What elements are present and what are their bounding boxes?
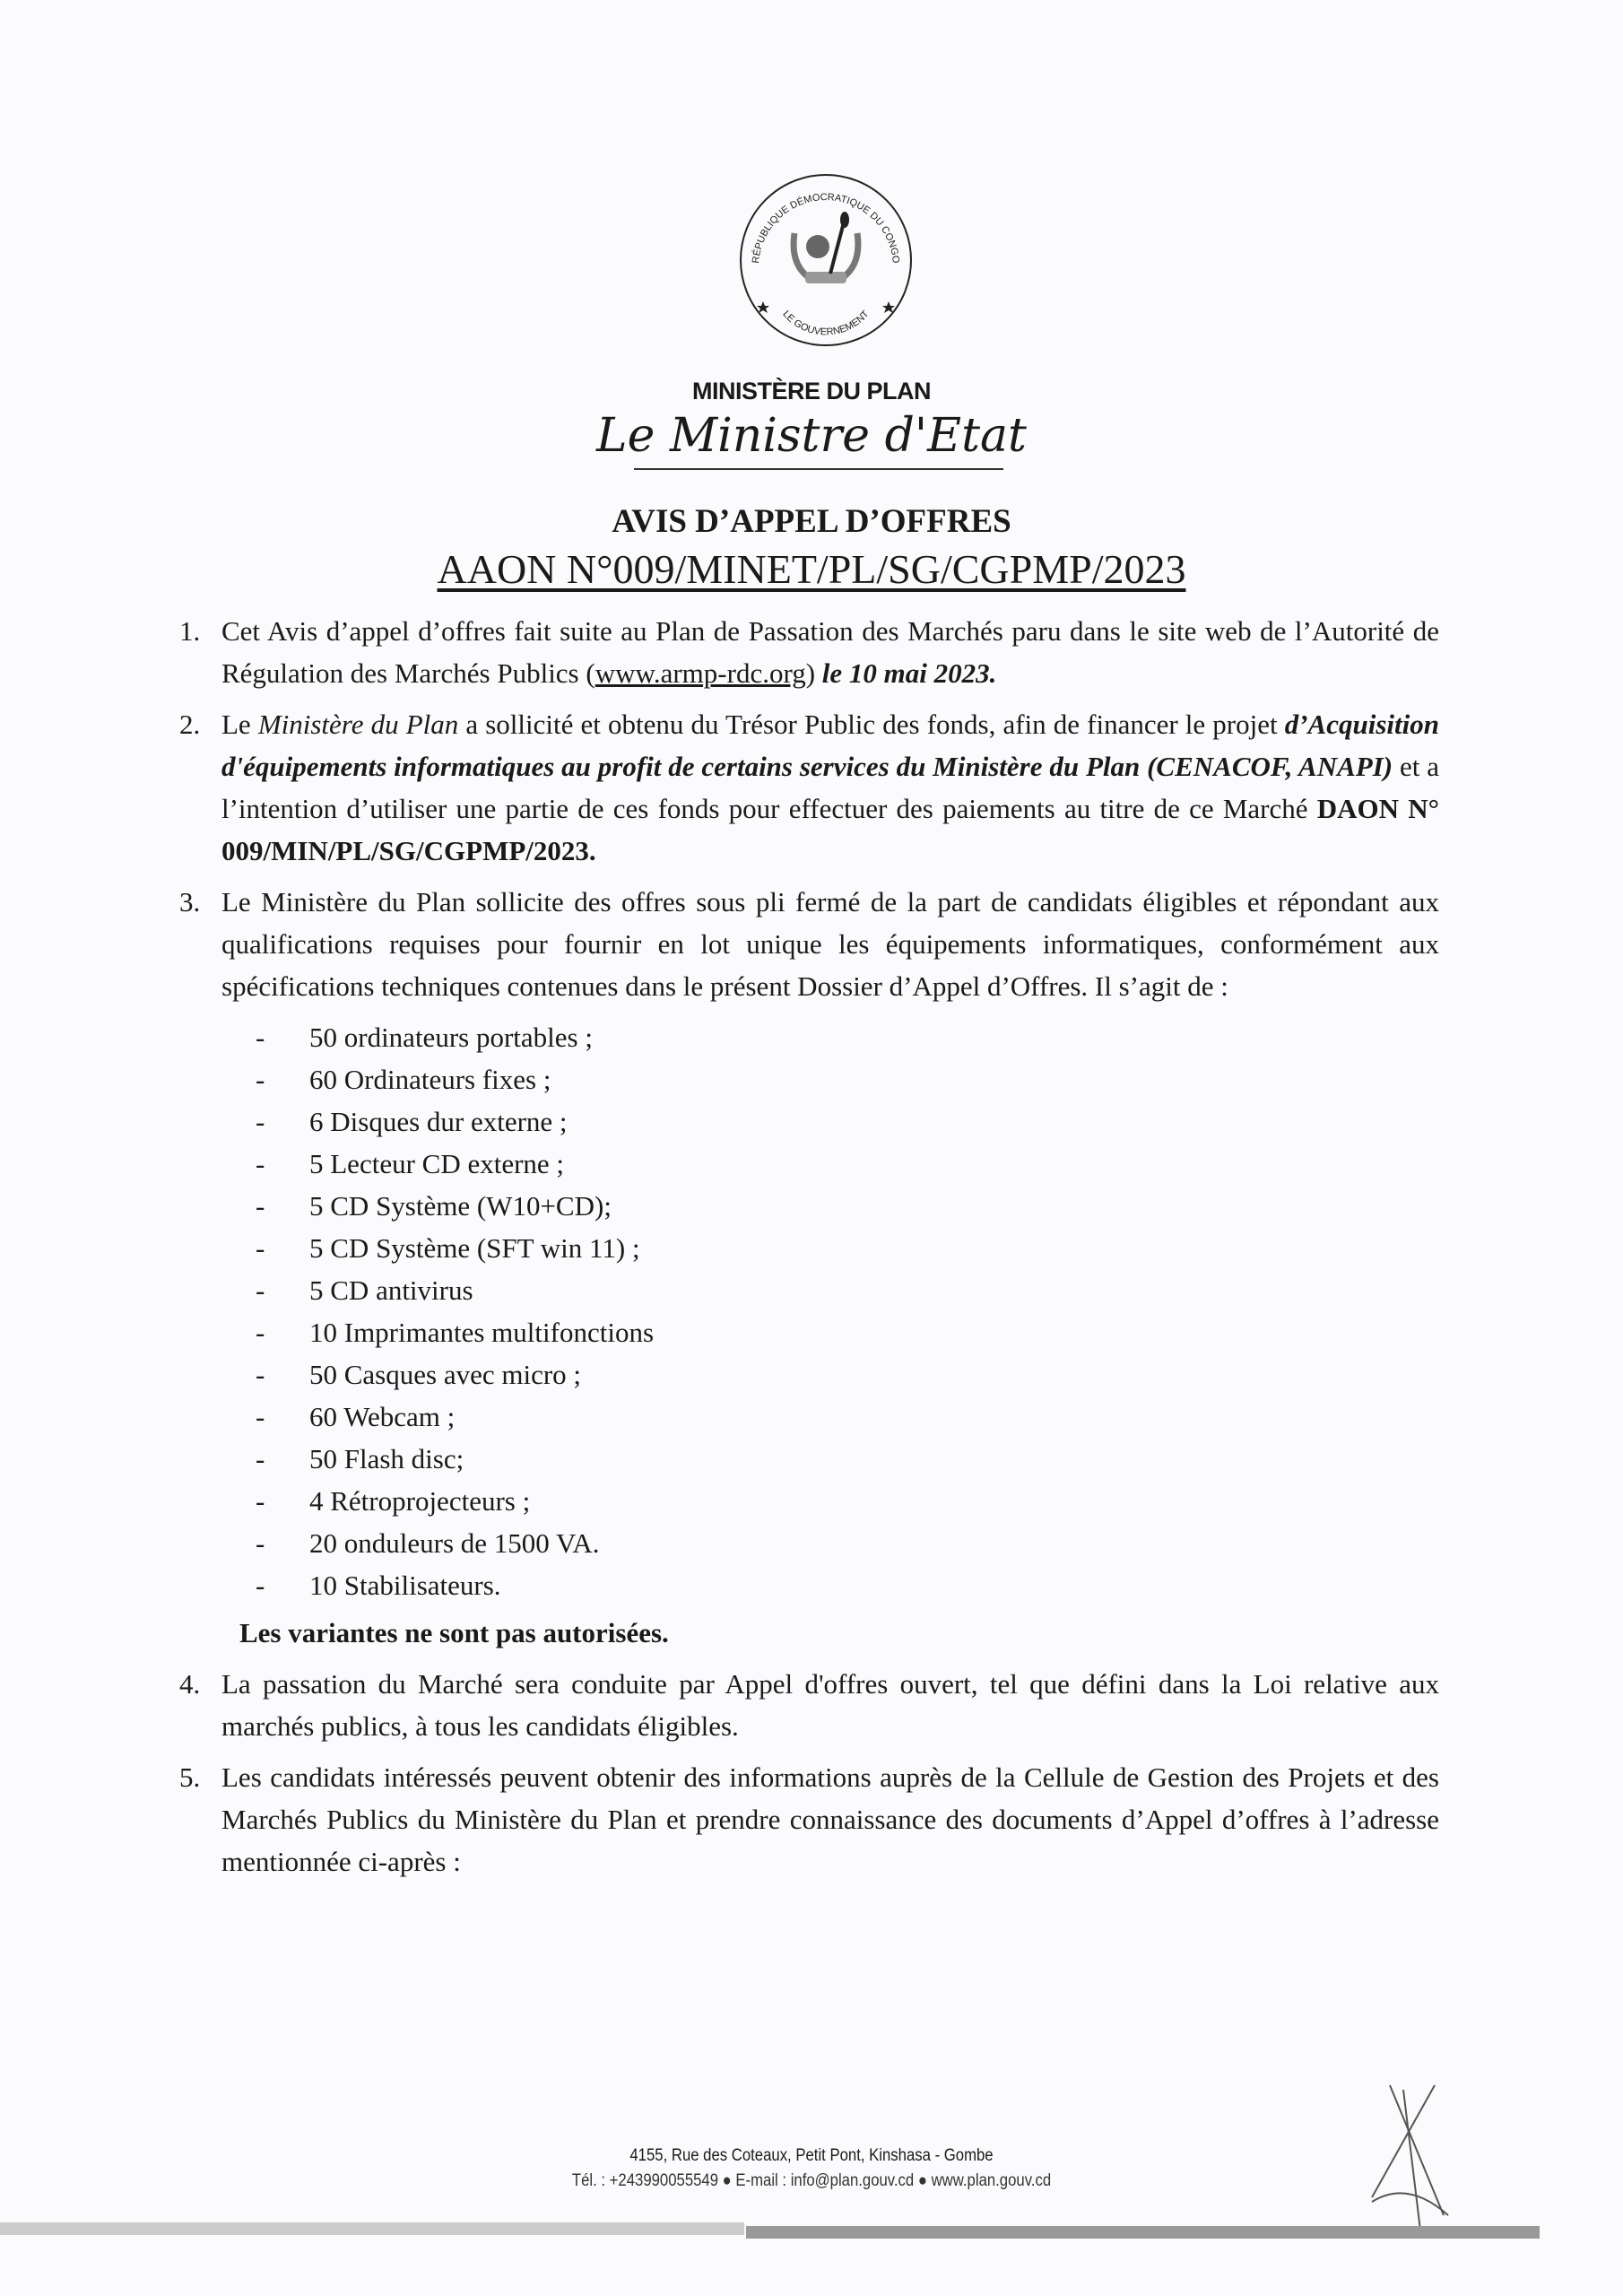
equipment-item-text: 5 CD Système (W10+CD);	[309, 1190, 612, 1222]
list-dash: -	[256, 1106, 265, 1137]
equipment-item-text: 5 CD Système (SFT win 11) ;	[309, 1232, 640, 1264]
paragraph-3	[179, 881, 1439, 1007]
ministry-mention: Ministère du Plan	[257, 709, 459, 740]
armp-website-link[interactable]: www.armp-rdc.org	[595, 657, 806, 689]
equipment-item	[256, 1185, 1439, 1227]
daon-reference: DAON N° 009/MIN/PL/SG/CGPMP/2023.	[221, 793, 1440, 866]
equipment-item-text: 5 Lecteur CD externe ;	[309, 1148, 565, 1179]
equipment-item-text: 10 Stabilisateurs.	[309, 1570, 501, 1601]
seal-top-text: RÉPUBLIQUE DÉMOCRATIQUE DU CONGO	[751, 191, 901, 265]
equipment-item	[256, 1269, 1439, 1311]
paragraph-number: 5.	[179, 1761, 201, 1793]
paragraph-text: a sollicité et obtenu du Trésor Public des fonds, afin de financer le projet	[458, 709, 1285, 740]
list-dash: -	[256, 1527, 265, 1559]
minister-title: Le Ministre d'Etat	[596, 409, 1027, 463]
equipment-item-text: 50 ordinateurs portables ;	[309, 1022, 593, 1053]
paragraph-4	[179, 1663, 1439, 1747]
paragraph-5	[179, 1756, 1439, 1883]
coat-of-arms-seal	[736, 170, 916, 350]
publication-date: le 10 mai 2023.	[821, 657, 997, 689]
paragraph-number: 4.	[179, 1668, 201, 1700]
equipment-item-text: 50 Flash disc;	[309, 1443, 464, 1474]
ministry-name: MINISTÈRE DU PLAN	[691, 378, 931, 404]
equipment-item	[256, 1100, 1439, 1143]
equipment-item-text: 50 Casques avec micro ;	[309, 1359, 582, 1390]
variants-notice: Les variantes ne sont pas autorisées.	[239, 1617, 669, 1648]
list-dash: -	[256, 1064, 265, 1095]
paragraph-text: Le	[221, 709, 258, 740]
equipment-item	[256, 1143, 1439, 1185]
equipment-item	[256, 1353, 1439, 1396]
list-dash: -	[256, 1022, 265, 1053]
notice-reference: AAON N°009/MINET/PL/SG/CGPMP/2023	[437, 546, 1186, 592]
equipment-item	[256, 1564, 1439, 1606]
paragraph-text: et a l’intention d’utiliser une partie de ces fonds pour effectuer des paiements au titre de ce Marché	[221, 751, 1439, 824]
footer-bar-dark	[746, 2226, 1540, 2239]
equipment-item-text: 60 Ordinateurs fixes ;	[309, 1064, 551, 1095]
list-dash: -	[256, 1570, 265, 1601]
svg-text:LE GOUVERNEMENT	[780, 309, 872, 337]
equipment-item	[256, 1058, 1439, 1100]
paragraph-2	[179, 703, 1439, 872]
notice-body	[179, 610, 1439, 1892]
equipment-item	[256, 1311, 1439, 1353]
paragraph-text: La passation du Marché sera conduite par Appel d'offres ouvert, tel que défini dans la Loi relative aux marchés publics, à tous les candidats éligibles.	[221, 1668, 1439, 1742]
list-dash: -	[256, 1443, 265, 1474]
paragraph-number: 1.	[179, 615, 201, 647]
footer-bar-light	[0, 2222, 744, 2235]
paragraph-text: Les candidats intéressés peuvent obtenir des informations auprès de la Cellule de Gestion des Projets et des Marchés Publics du Ministère du Plan et prendre connaissance des documents d’Appel d’offres à l’adresse mentionnée ci-après :	[221, 1761, 1439, 1877]
seal-bottom-text: LE GOUVERNEMENT	[780, 309, 872, 338]
equipment-item-text: 6 Disques dur externe ;	[309, 1106, 568, 1137]
equipment-item	[256, 1396, 1439, 1438]
equipment-item	[256, 1438, 1439, 1480]
paragraph-number: 3.	[179, 886, 201, 918]
paragraph-number: 2.	[179, 709, 201, 740]
list-dash: -	[256, 1401, 265, 1432]
equipment-item-text: 5 CD antivirus	[309, 1274, 473, 1306]
equipment-item	[256, 1016, 1439, 1058]
list-dash: -	[256, 1148, 265, 1179]
footer-contact: Tél. : +243990055549 ● E-mail : info@plan.gouv.cd ● www.plan.gouv.cd	[571, 2171, 1052, 2190]
equipment-list	[256, 1016, 1439, 1606]
equipment-item	[256, 1480, 1439, 1522]
footer-address: 4155, Rue des Coteaux, Petit Pont, Kinshasa - Gombe	[629, 2146, 994, 2165]
equipment-item-text: 60 Webcam ;	[309, 1401, 456, 1432]
list-dash: -	[256, 1359, 265, 1390]
list-dash: -	[256, 1317, 265, 1348]
equipment-item-text: 20 onduleurs de 1500 VA.	[309, 1527, 600, 1559]
notice-title: AVIS D’APPEL D’OFFRES	[612, 503, 1011, 540]
list-dash: -	[256, 1485, 265, 1517]
paragraph-text: Le Ministère du Plan sollicite des offres sous pli fermé de la part de candidats éligibles et répondant aux qualifications requises pour fournir en lot unique les équipements informatiques, conformément aux spécifications techniques contenues dans le présent Dossier d’Appel d’Offres. Il s’agit de :	[221, 886, 1439, 1002]
list-dash: -	[256, 1274, 265, 1306]
paragraph-text: )	[805, 657, 822, 689]
paragraph-1	[179, 610, 1439, 694]
equipment-item	[256, 1522, 1439, 1564]
list-dash: -	[256, 1190, 265, 1222]
equipment-item-text: 10 Imprimantes multifonctions	[309, 1317, 655, 1348]
equipment-item	[256, 1227, 1439, 1269]
paragraph-text: Cet Avis d’appel d’offres fait suite au Plan de Passation des Marchés paru dans le site web de l’Autorité de Régulation des Marchés Publics (	[221, 615, 1439, 689]
equipment-item-text: 4 Rétroprojecteurs ;	[309, 1485, 531, 1517]
header-divider	[634, 468, 1003, 470]
list-dash: -	[256, 1232, 265, 1264]
project-name: d’Acquisition d'équipements informatiques au profit de certains services du Ministère du Plan (CENACOF, ANAPI)	[221, 709, 1439, 782]
